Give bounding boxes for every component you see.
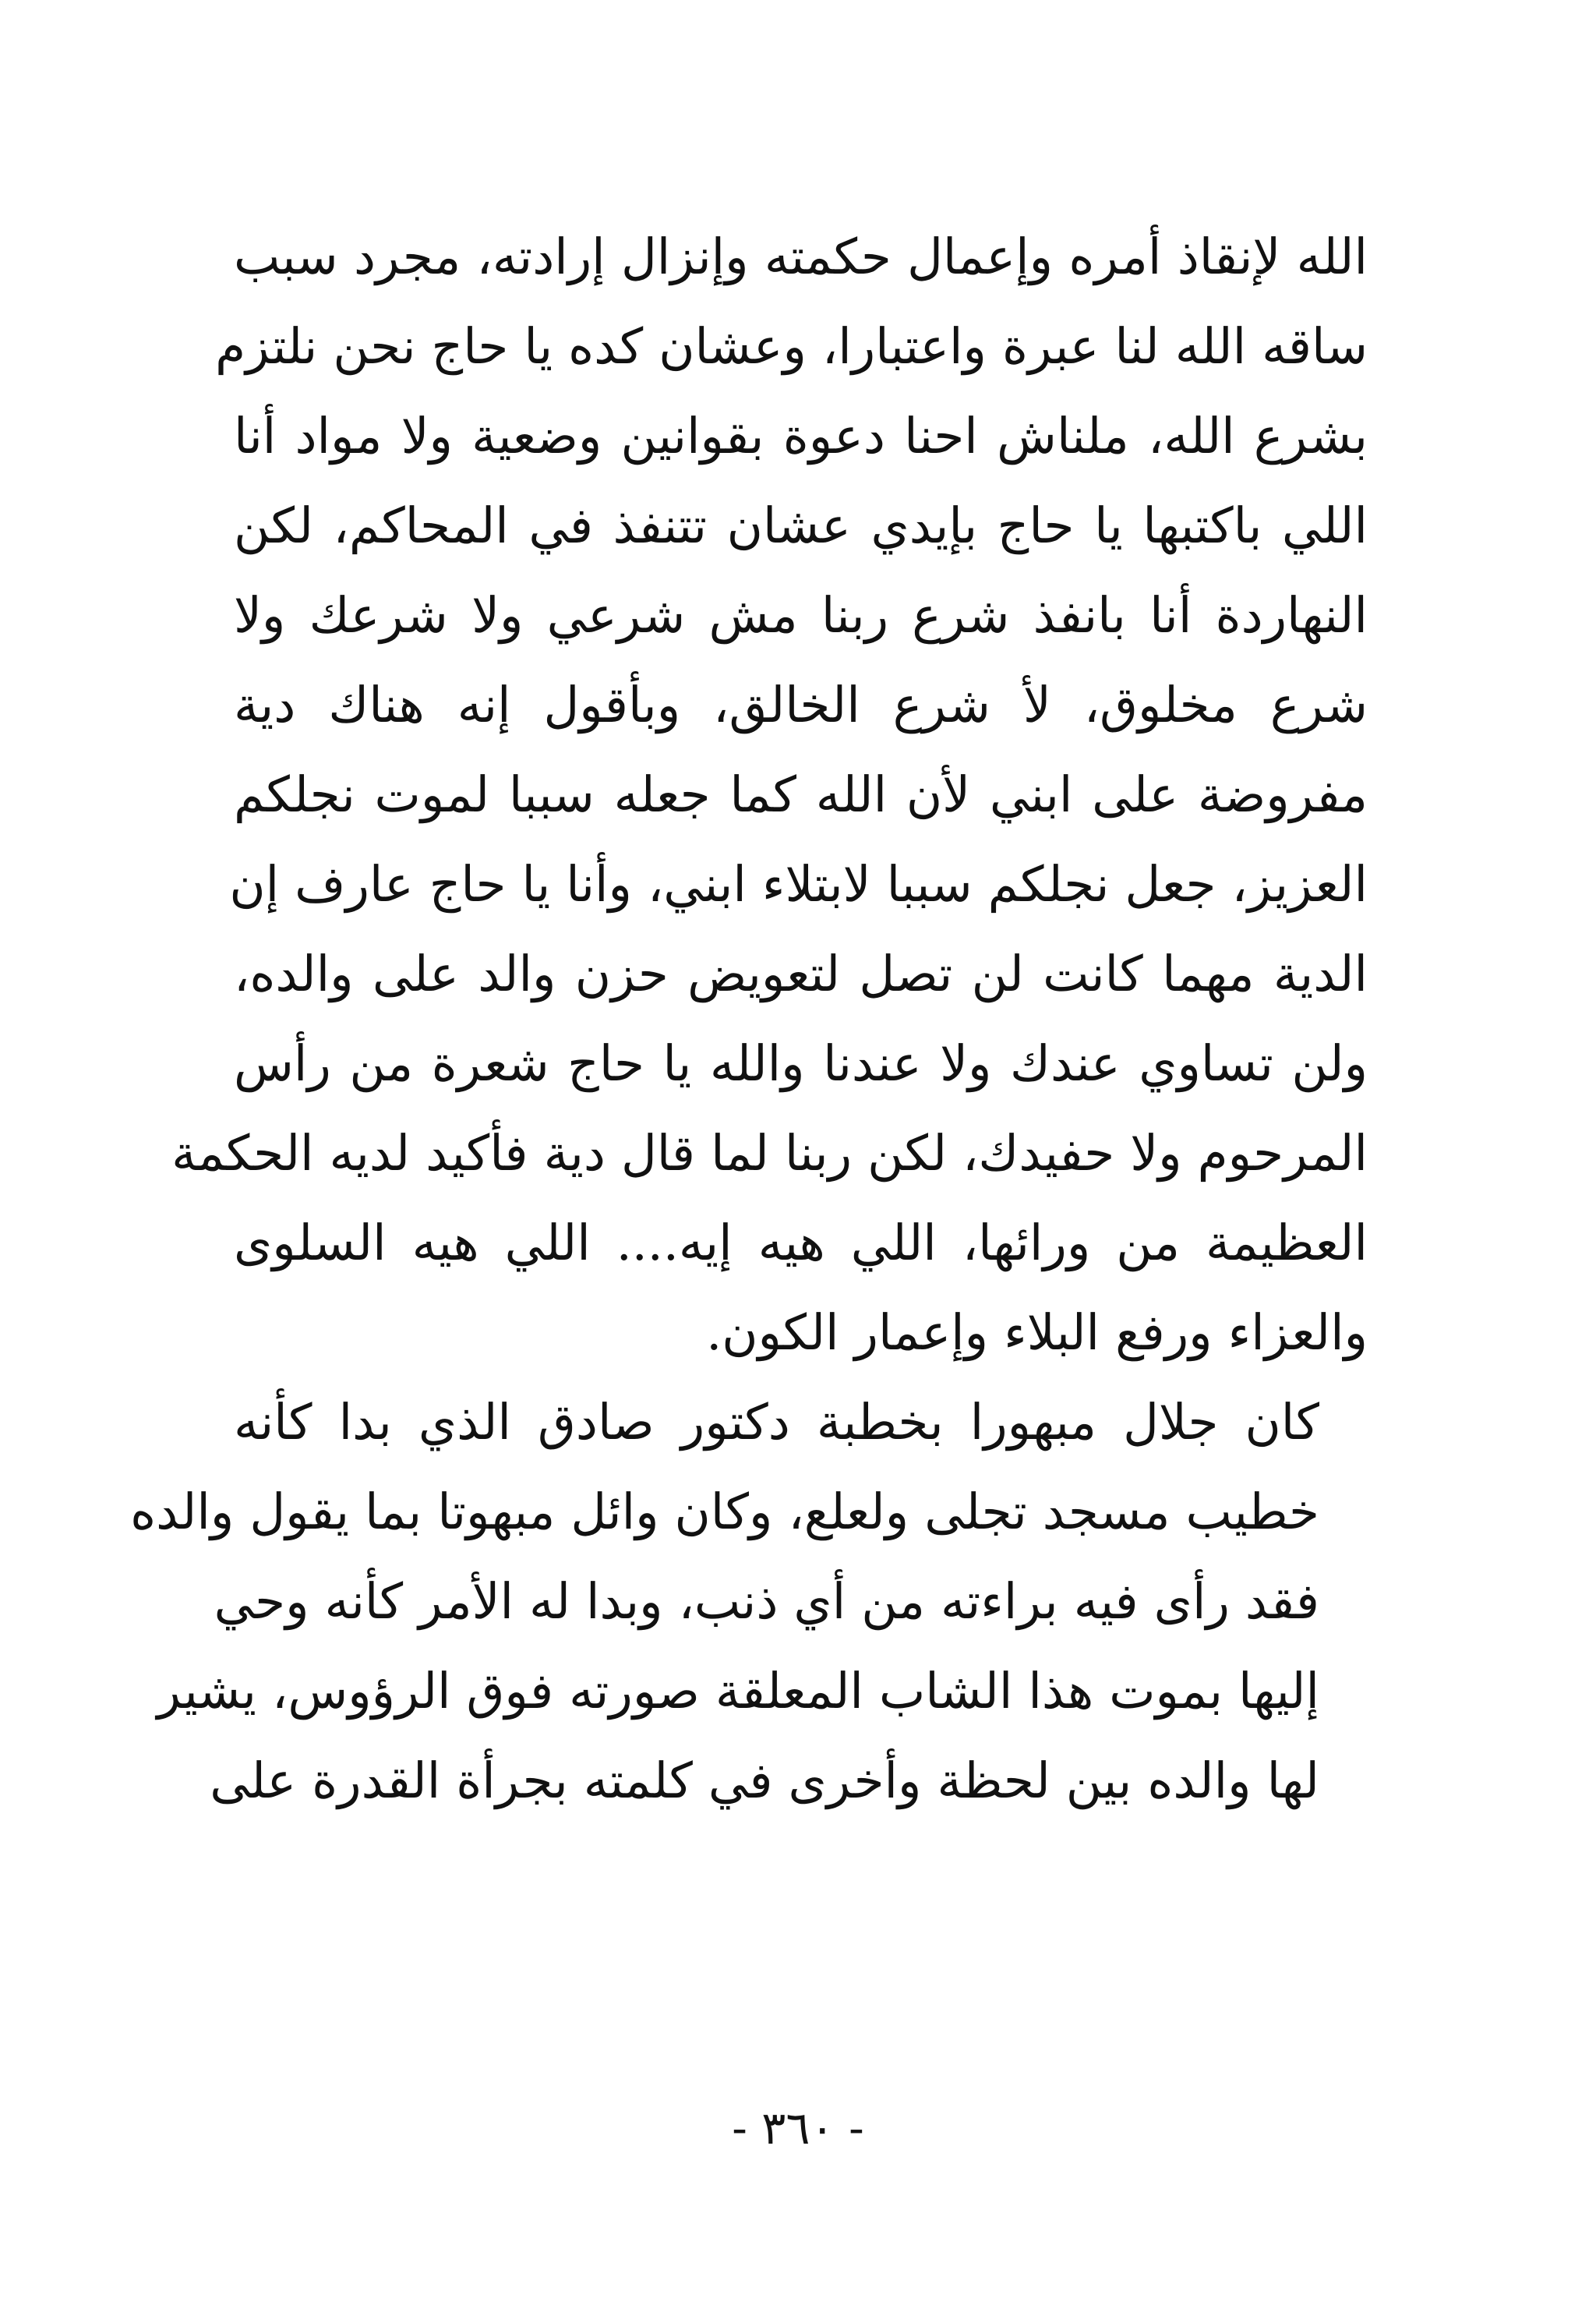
text-line: العزيز، جعل نجلكم سببا لابتلاء ابني، وأنا يا حاج عارف إن [229, 856, 1368, 913]
text-line: الله لإنقاذ أمره وإعمال حكمته وإنزال إرادته، مجرد سبب [234, 228, 1368, 285]
text-line: كان جلال مبهورا بخطبة دكتور صادق الذي بدا كأنه [234, 1394, 1319, 1451]
text-line: فقد رأى فيه براءته من أي ذنب، وبدا له الأمر كأنه وحي [214, 1573, 1319, 1630]
paragraph [130, 1377, 1368, 1826]
paragraph [171, 212, 1368, 1377]
text-line: بشرع الله، ملناش احنا دعوة بقوانين وضعية ولا مواد أنا [234, 408, 1368, 465]
text-line: ساقه الله لنا عبرة واعتبارا، وعشان كده يا حاج نحن نلتزم [215, 318, 1368, 375]
page-number: - ٣٦٠ - [732, 2102, 864, 2155]
text-line: الدية مهما كانت لن تصل لتعويض حزن والد على والده، [234, 946, 1368, 1002]
text-line: إليها بموت هذا الشاب المعلقة صورته فوق الرؤوس، يشير [157, 1663, 1319, 1720]
text-line: والعزاء ورفع البلاء وإعمار الكون. [706, 1304, 1368, 1361]
text-line: ولن تساوي عندك ولا عندنا والله يا حاج شعرة من رأس [234, 1035, 1368, 1092]
text-line: العظيمة من ورائها، اللي هيه إيه.... اللي هيه السلوى [234, 1214, 1368, 1271]
text-line: مفروضة على ابني لأن الله كما جعله سببا لموت نجلكم [234, 766, 1368, 823]
body-text [130, 212, 1368, 1826]
text-line: خطيب مسجد تجلى ولعلع، وكان وائل مبهوتا بما يقول والده [130, 1483, 1319, 1540]
text-line: لها والده بين لحظة وأخرى في كلمته بجرأة القدرة على [210, 1752, 1319, 1809]
text-line: النهاردة أنا بانفذ شرع ربنا مش شرعي ولا شرعك ولا [234, 587, 1368, 644]
text-line: اللي باكتبها يا حاج بإيدي عشان تتنفذ في المحاكم، لكن [234, 497, 1368, 554]
text-line: شرع مخلوق، لأ شرع الخالق، وبأقول إنه هناك دية [234, 677, 1368, 734]
text-line: المرحوم ولا حفيدك، لكن ربنا لما قال دية فأكيد لديه الحكمة [171, 1125, 1368, 1182]
